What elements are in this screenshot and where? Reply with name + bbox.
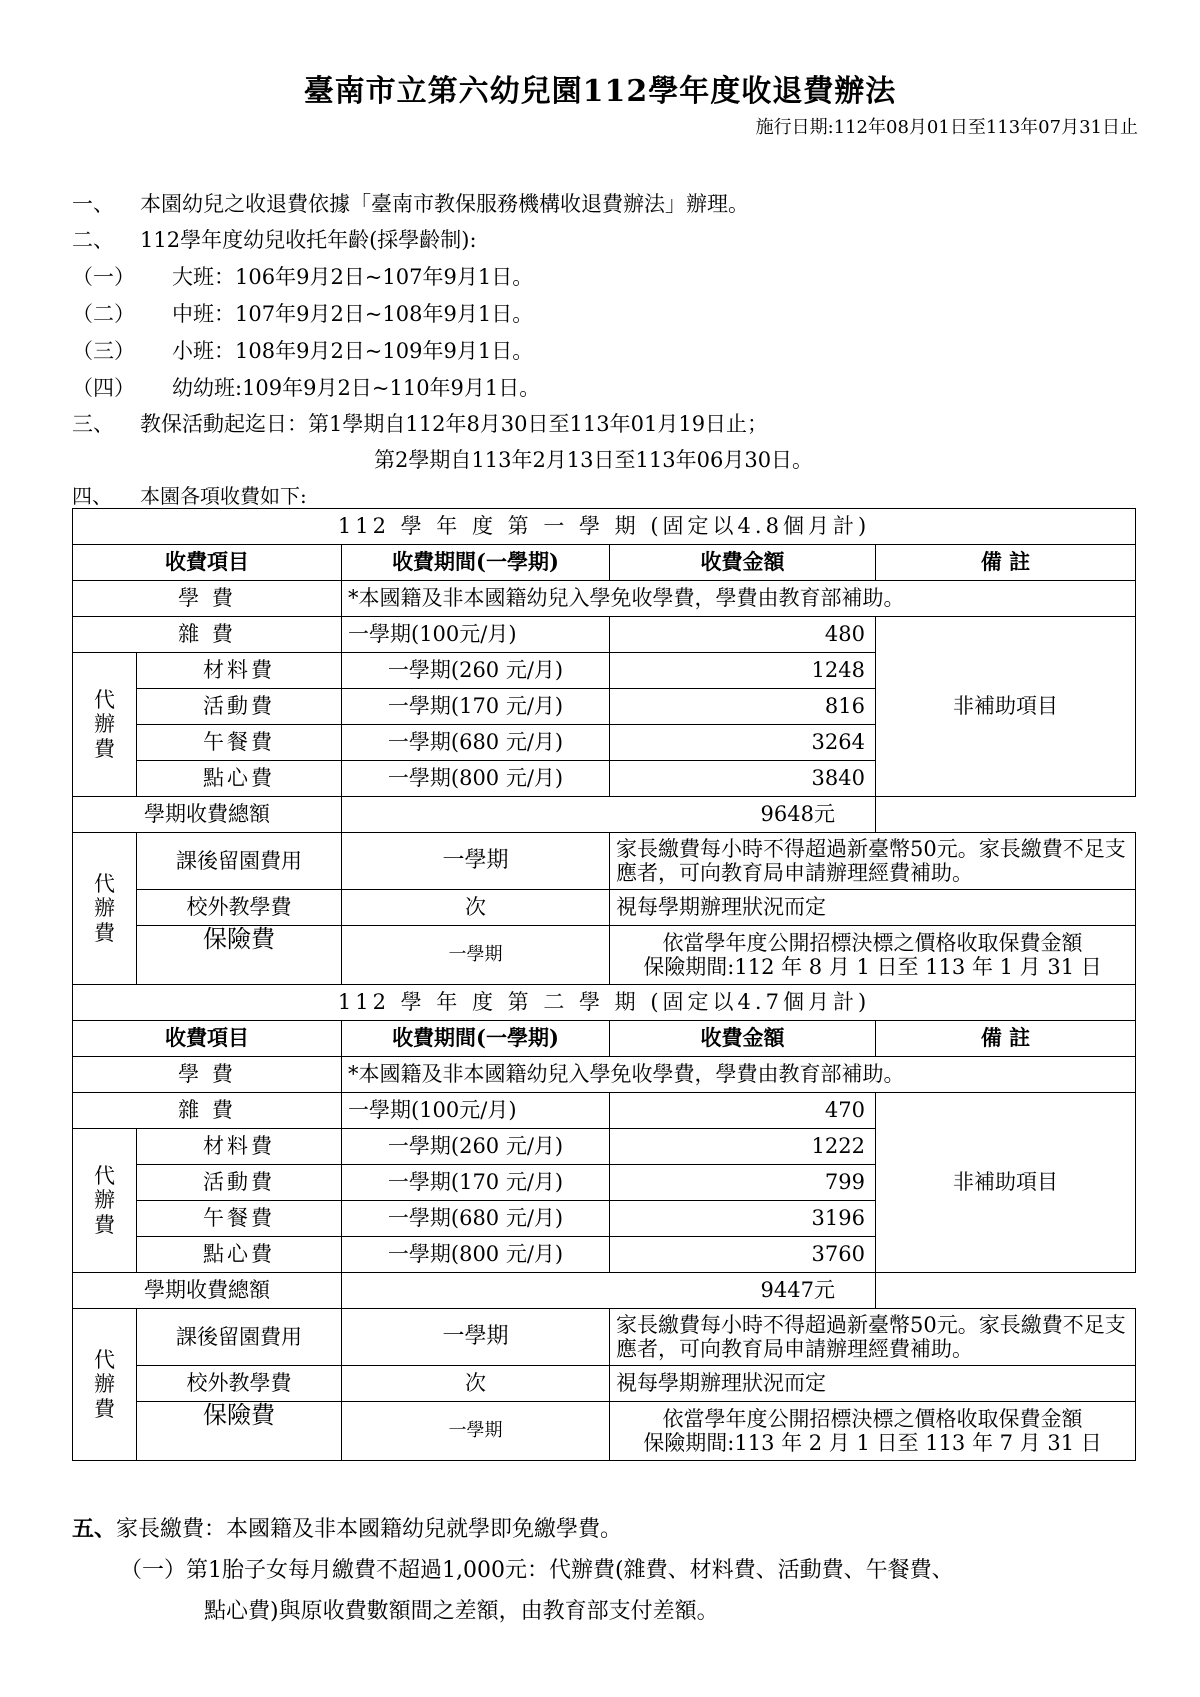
item-number: （一） <box>72 265 135 289</box>
insurance-row <box>73 1402 1136 1461</box>
non-subsidized-note: 非補助項目 <box>876 1093 1136 1273</box>
agency-item-amount: 3196 <box>610 1201 876 1237</box>
section-number: 二、 <box>72 228 114 252</box>
item-number: （四） <box>72 376 135 400</box>
agency-item-amount: 816 <box>610 689 876 725</box>
header-period: 收費期間(一學期) <box>342 1021 610 1057</box>
column-header-row <box>73 545 1136 581</box>
blank-cell <box>876 1273 1136 1309</box>
agency-item-label: 材料費 <box>137 653 342 689</box>
insurance-label: 保險費 <box>137 1402 342 1461</box>
agency-item-period: 一學期(800 元/月) <box>342 761 610 797</box>
insurance-note <box>610 1402 1136 1461</box>
section-5-heading <box>72 1512 954 1543</box>
semester-1-heading-row <box>73 509 1136 545</box>
agency-fee-text: 代辦費 <box>94 1164 115 1237</box>
insurance-period: 一學期 <box>342 1402 610 1461</box>
agency-item-amount: 1248 <box>610 653 876 689</box>
section-3 <box>72 408 768 438</box>
field-trip-period: 次 <box>342 1366 610 1402</box>
header-amount: 收費金額 <box>610 545 876 581</box>
section-text: 教保活動起迄日：第1學期自112年8月30日至113年01月19日止； <box>140 412 769 436</box>
agency-item-label: 材料費 <box>137 1129 342 1165</box>
afterschool-note: 家長繳費每小時不得超過新臺幣50元。家長繳費不足支應者，可向教育局申請辦理經費補助。 <box>610 833 1136 890</box>
agency-item-amount: 1222 <box>610 1129 876 1165</box>
semester-2-heading-row <box>73 985 1136 1021</box>
header-amount: 收費金額 <box>610 1021 876 1057</box>
section-text: 家長繳費：本國籍及非本國籍幼兒就學即免繳學費。 <box>116 1517 623 1542</box>
tuition-label: 學 費 <box>73 1057 342 1093</box>
age-item <box>72 298 533 328</box>
field-trip-label: 校外教學費 <box>137 1366 342 1402</box>
insurance-row <box>73 926 1136 985</box>
insurance-note-line: 依當學年度公開招標決標之價格收取保費金額 <box>662 1406 1083 1431</box>
item-text: 中班：107年9月2日~108年9月1日。 <box>172 302 534 326</box>
section-text: 本園各項收費如下: <box>140 484 307 508</box>
agency-fee-group-label <box>73 653 137 797</box>
agency-item-period: 一學期(170 元/月) <box>342 689 610 725</box>
extra-fee-group-label <box>73 1309 137 1461</box>
field-trip-period: 次 <box>342 890 610 926</box>
tuition-note: *本國籍及非本國籍幼兒入學免收學費，學費由教育部補助。 <box>342 581 1136 617</box>
agency-item-label: 活動費 <box>137 1165 342 1201</box>
field-trip-row <box>73 890 1136 926</box>
fee-table <box>72 508 1136 1461</box>
agency-item-amount: 799 <box>610 1165 876 1201</box>
section-2 <box>72 224 477 254</box>
section-5-item-1-continued: 點心費)與原收費數額間之差額，由教育部支付差額。 <box>204 1599 719 1624</box>
agency-item-label: 午餐費 <box>137 725 342 761</box>
item-text: 小班：108年9月2日~109年9月1日。 <box>172 339 534 363</box>
tuition-note: *本國籍及非本國籍幼兒入學免收學費，學費由教育部補助。 <box>342 1057 1136 1093</box>
section-text: 本園幼兒之收退費依據「臺南市教保服務機構收退費辦法」辦理。 <box>140 192 749 216</box>
section-1 <box>72 188 749 218</box>
section-text: 112學年度幼兒收托年齡(採學齡制): <box>140 228 477 252</box>
agency-item-label: 點心費 <box>137 1237 342 1273</box>
misc-fee-amount: 480 <box>610 617 876 653</box>
agency-item-label: 點心費 <box>137 761 342 797</box>
item-text: 幼幼班:109年9月2日~110年9月1日。 <box>172 376 541 400</box>
section-3-continued: 第2學期自113年2月13日至113年06月30日。 <box>374 448 814 472</box>
header-item: 收費項目 <box>73 1021 342 1057</box>
effective-date: 施行日期:112年08月01日至113年07月31日止 <box>755 117 1138 138</box>
total-amount: 9447元 <box>342 1273 876 1309</box>
item-number: （三） <box>72 339 135 363</box>
total-row <box>73 1273 1136 1309</box>
misc-fee-label: 雜 費 <box>73 1093 342 1129</box>
field-trip-row <box>73 1366 1136 1402</box>
header-period: 收費期間(一學期) <box>342 545 610 581</box>
insurance-period-line: 保險期間:113 年 2 月 1 日至 113 年 7 月 31 日 <box>643 1431 1102 1455</box>
header-note: 備 註 <box>876 1021 1136 1057</box>
agency-item-period: 一學期(260 元/月) <box>342 1129 610 1165</box>
agency-item-period: 一學期(170 元/月) <box>342 1165 610 1201</box>
insurance-note <box>610 926 1136 985</box>
agency-item-label: 午餐費 <box>137 1201 342 1237</box>
age-item <box>72 261 533 291</box>
insurance-period: 一學期 <box>342 926 610 985</box>
afterschool-label: 課後留園費用 <box>137 833 342 890</box>
agency-item-period: 一學期(680 元/月) <box>342 1201 610 1237</box>
section-number: 三、 <box>72 412 114 436</box>
tuition-row <box>73 1057 1136 1093</box>
document-title: 臺南市立第六幼兒園112學年度收退費辦法 <box>303 74 897 109</box>
age-item <box>72 372 540 402</box>
tuition-row <box>73 581 1136 617</box>
total-amount: 9648元 <box>342 797 876 833</box>
afterschool-period: 一學期 <box>342 1309 610 1366</box>
section-number: 五、 <box>72 1516 117 1542</box>
agency-item-period: 一學期(800 元/月) <box>342 1237 610 1273</box>
insurance-period-line: 保險期間:112 年 8 月 1 日至 113 年 1 月 31 日 <box>643 955 1102 979</box>
total-label: 學期收費總額 <box>73 797 342 833</box>
header-item: 收費項目 <box>73 545 342 581</box>
agency-item-amount: 3840 <box>610 761 876 797</box>
misc-fee-row <box>73 617 1136 653</box>
tuition-label: 學 費 <box>73 581 342 617</box>
agency-item-period: 一學期(680 元/月) <box>342 725 610 761</box>
semester-heading: 112 學 年 度 第 一 學 期 (固定以4.8個月計) <box>73 509 1136 545</box>
non-subsidized-note: 非補助項目 <box>876 617 1136 797</box>
misc-fee-label: 雜 費 <box>73 617 342 653</box>
agency-item-amount: 3760 <box>610 1237 876 1273</box>
field-trip-label: 校外教學費 <box>137 890 342 926</box>
total-label: 學期收費總額 <box>73 1273 342 1309</box>
item-number: （二） <box>72 302 135 326</box>
misc-fee-period: 一學期(100元/月) <box>342 1093 610 1129</box>
item-text: 大班：106年9月2日~107年9月1日。 <box>172 265 534 289</box>
afterschool-period: 一學期 <box>342 833 610 890</box>
section-5-item-1: （一）第1胎子女每月繳費不超過1,000元：代辦費(雜費、材料費、活動費、午餐費、 <box>120 1558 954 1583</box>
misc-fee-period: 一學期(100元/月) <box>342 617 610 653</box>
afterschool-row <box>73 833 1136 890</box>
afterschool-row <box>73 1309 1136 1366</box>
total-row <box>73 797 1136 833</box>
extra-fee-text: 代辦費 <box>94 1348 115 1421</box>
section-number: 四、 <box>72 484 112 508</box>
afterschool-label: 課後留園費用 <box>137 1309 342 1366</box>
insurance-note-line: 依當學年度公開招標決標之價格收取保費金額 <box>662 930 1083 955</box>
agency-fee-group-label <box>73 1129 137 1273</box>
misc-fee-amount: 470 <box>610 1093 876 1129</box>
semester-heading: 112 學 年 度 第 二 學 期 (固定以4.7個月計) <box>73 985 1136 1021</box>
age-item <box>72 335 533 365</box>
section-4 <box>72 480 307 509</box>
agency-item-period: 一學期(260 元/月) <box>342 653 610 689</box>
column-header-row <box>73 1021 1136 1057</box>
misc-fee-row <box>73 1093 1136 1129</box>
field-trip-note: 視每學期辦理狀況而定 <box>610 1366 1136 1402</box>
agency-item-label: 活動費 <box>137 689 342 725</box>
section-5 <box>72 1512 954 1625</box>
extra-fee-group-label <box>73 833 137 985</box>
afterschool-note: 家長繳費每小時不得超過新臺幣50元。家長繳費不足支應者，可向教育局申請辦理經費補助。 <box>610 1309 1136 1366</box>
extra-fee-text: 代辦費 <box>94 872 115 945</box>
agency-item-amount: 3264 <box>610 725 876 761</box>
insurance-label: 保險費 <box>137 926 342 985</box>
blank-cell <box>876 797 1136 833</box>
field-trip-note: 視每學期辦理狀況而定 <box>610 890 1136 926</box>
agency-fee-text: 代辦費 <box>94 688 115 761</box>
header-note: 備 註 <box>876 545 1136 581</box>
section-number: 一、 <box>72 192 114 216</box>
